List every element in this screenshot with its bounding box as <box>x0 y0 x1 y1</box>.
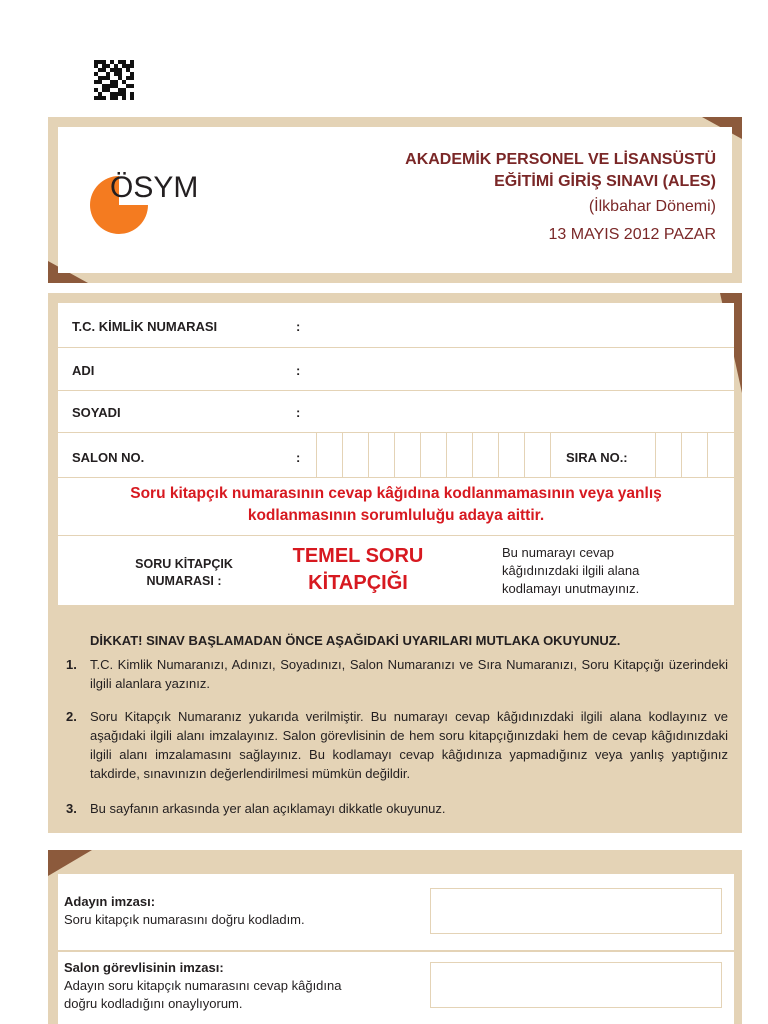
booklet-note-line2: kâğıdınızdaki ilgili alana <box>502 563 640 578</box>
digit-cell[interactable] <box>655 433 681 477</box>
booklet-label-line2: NUMARASI : <box>146 574 222 588</box>
digit-cell[interactable] <box>498 433 524 477</box>
row-colon: : <box>296 319 301 334</box>
salon-number-cells[interactable] <box>316 433 576 477</box>
digit-cell[interactable] <box>420 433 446 477</box>
salon-row <box>58 433 734 478</box>
row-colon: : <box>296 450 301 465</box>
officer-signature-box <box>58 952 734 1024</box>
instruction-item <box>66 655 728 693</box>
exam-title-line2: EĞİTİMİ GİRİŞ SINAVI (ALES) <box>494 173 716 190</box>
divider <box>58 535 734 536</box>
booklet-type <box>268 543 448 597</box>
booklet-note <box>502 544 639 598</box>
exam-date: 13 MAYIS 2012 PAZAR <box>548 226 716 243</box>
candidate-signature-text: Soru kitapçık numarasını doğru kodladım. <box>64 912 305 927</box>
officer-signature-text <box>64 977 342 1013</box>
instruction-text: Soru Kitapçık Numaranız yukarıda verilmiştir. Bu numarayı cevap kâğıdınızdaki ilgili alana kodlayınız ve aşağıdaki ilgili alanı imzalayınız. Salon görevlisinin de hem soru kitapçığınızdaki hem de cevap kâğıdınızdaki ilgili alanı imzalamasını sağlayınız. Bu kodlamayı cevap kâğıdınıza yapmadığınız veya yanlış yaptığınız takdirde, sınavınızın değerlendirilmesi mümkün değildir. <box>90 709 728 781</box>
digit-cell[interactable] <box>368 433 394 477</box>
digit-cell[interactable] <box>524 433 550 477</box>
sira-number-cells[interactable] <box>655 433 733 477</box>
digit-cell[interactable] <box>472 433 498 477</box>
name-row[interactable] <box>58 348 734 391</box>
tc-id-row[interactable] <box>58 303 734 348</box>
row-colon: : <box>296 363 301 378</box>
corner-decoration <box>48 850 92 876</box>
digit-cell[interactable] <box>681 433 707 477</box>
row-colon: : <box>296 405 301 420</box>
digit-cell[interactable] <box>342 433 368 477</box>
digit-cell[interactable] <box>707 433 733 477</box>
officer-text-line2: doğru kodladığını onaylıyorum. <box>64 996 243 1011</box>
header-panel <box>48 117 742 283</box>
instructions-heading: DİKKAT! SINAV BAŞLAMADAN ÖNCE AŞAĞIDAKİ UYARILARI MUTLAKA OKUYUNUZ. <box>90 633 621 648</box>
candidate-signature-box <box>58 874 734 950</box>
booklet-note-line3: kodlamayı unutmayınız. <box>502 581 640 596</box>
instruction-text: Bu sayfanın arkasında yer alan açıklamayı dikkatle okuyunuz. <box>90 801 446 816</box>
header-inner <box>58 127 732 273</box>
candidate-info-form <box>58 303 734 605</box>
instruction-number: 3. <box>66 801 77 816</box>
officer-signature-title: Salon görevlisinin imzası: <box>64 960 224 975</box>
candidate-signature-field[interactable] <box>430 888 722 934</box>
officer-signature-field[interactable] <box>430 962 722 1008</box>
instruction-item <box>66 799 728 818</box>
exam-title-line1: AKADEMİK PERSONEL VE LİSANSÜSTÜ <box>405 151 716 168</box>
sira-label: SIRA NO.: <box>566 450 628 465</box>
form-panel <box>48 293 742 833</box>
exam-term: (İlkbahar Dönemi) <box>588 198 716 215</box>
officer-text-line1: Adayın soru kitapçık numarasını cevap kâğıdına <box>64 978 342 993</box>
booklet-label-line1: SORU KİTAPÇIK <box>135 557 233 571</box>
name-label: ADI <box>72 363 95 378</box>
signature-panel <box>48 850 742 1024</box>
tc-id-label: T.C. KİMLİK NUMARASI <box>72 319 218 334</box>
instruction-number: 2. <box>66 709 77 724</box>
instruction-number: 1. <box>66 657 77 672</box>
instruction-item <box>66 707 728 783</box>
booklet-value-line2: KİTAPÇIĞI <box>308 572 408 594</box>
salon-label: SALON NO. <box>72 450 145 465</box>
warning-line1: Soru kitapçık numarasının cevap kâğıdına kodlanmamasının veya yanlış <box>130 485 662 502</box>
digit-cell[interactable] <box>316 433 342 477</box>
osym-logo <box>88 169 238 249</box>
candidate-signature-title: Adayın imzası: <box>64 894 156 909</box>
exam-title-block <box>405 149 716 249</box>
warning-line2: kodlanmasının sorumluluğu adaya aittir. <box>247 507 545 524</box>
booklet-number-label <box>114 556 254 590</box>
digit-cell[interactable] <box>394 433 420 477</box>
surname-row[interactable] <box>58 391 734 433</box>
coding-warning <box>58 483 734 527</box>
surname-label: SOYADI <box>72 405 121 420</box>
qr-code <box>94 60 134 100</box>
booklet-note-line1: Bu numarayı cevap <box>502 545 615 560</box>
digit-cell[interactable] <box>446 433 472 477</box>
booklet-value-line1: TEMEL SORU <box>292 545 424 567</box>
instruction-text: T.C. Kimlik Numaranızı, Adınızı, Soyadınızı, Salon Numaranızı ve Sıra Numaranızı, Soru Kitapçığı üzerindeki ilgili alanlara yazınız. <box>90 657 728 691</box>
logo-text: ÖSYM <box>110 171 199 204</box>
